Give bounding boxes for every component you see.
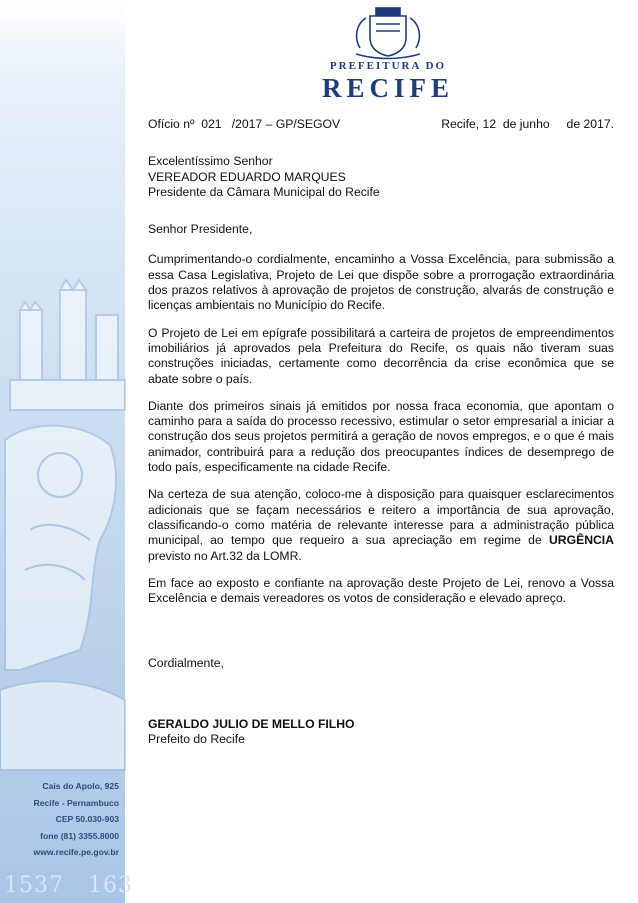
paragraph-text: previsto no Art.32 da LOMR. [148, 548, 302, 563]
paragraph: O Projeto de Lei em epígrafe possibilitará a carteira de projetos de empreendimentos imobiliários já aprovados pela Prefeitura do Recife, os quais não tiveram suas construções iniciadas, certamente como decorrência da crise econômica que se abate sobre o país. [148, 325, 614, 386]
address-line: CEP 50.030-903 [55, 814, 119, 824]
brand-prefeitura: PREFEITURA DO [329, 60, 447, 72]
address-line: fone (81) 3355.8000 [40, 830, 119, 841]
address-line: www.recife.pe.gov.br [33, 847, 119, 857]
urgency-term: URGÊNCIA [548, 533, 614, 548]
founding-years [4, 873, 157, 898]
office-number: Ofício nº 021 /2017 – GP/SEGOV [148, 117, 341, 131]
paragraph-urgency [148, 487, 614, 563]
paragraph: Diante dos primeiros sinais já emitidos por nossa fraca economia, que apontam o caminho para a saída do processo recessivo, estimular o setor empresarial a iniciar a construção dos seus projetos permitirá a geração de novos empregos, e o que é mais animador, contribuirá para a redução dos preocupantes índices de desemprego de todo país, especificamente na cidade Recife. [148, 398, 614, 475]
paragraph: Cumprimentando-o cordialmente, encaminho a Vossa Excelência, para submissão a essa Casa Legislativa, Projeto de Lei que dispõe sobre a prorrogação extraordinária dos prazos relativos à aprovação de projetos de construção, alvarás de construção e licenças ambientais no Município do Recife. [148, 252, 614, 313]
sidebar-address [34, 778, 119, 861]
letter-date: Recife, 12 de junho de 2017. [441, 117, 614, 131]
year-left: 1537 [4, 873, 64, 898]
lion-coat-of-arms-watermark [0, 270, 125, 770]
prefeitura-logo [318, 4, 458, 110]
coat-of-arms-icon [318, 4, 458, 60]
addressee-salutation: Excelentíssimo Senhor [148, 154, 273, 169]
paragraph-text: Na certeza de sua atenção, coloco-me à disposição para quaisquer esclarecimentos adicionais que se façam necessários e reitero a importância de sua aprovação, classificando-o como matéria de relevante interesse para a administração pública municipal, ao tempo que requeiro a sua apreciação em regime de [148, 487, 614, 548]
address-line: Recife - Pernambuco [33, 797, 119, 808]
brand-recife: RECIFE [321, 73, 454, 103]
paragraph: Em face ao exposto e confiante na aprovação deste Projeto de Lei, renovo a Vossa Excelência e demais vereadores os votos de consideração e elevado apreço. [148, 575, 614, 606]
greeting: Senhor Presidente, [148, 222, 253, 237]
addressee-name: VEREADOR EDUARDO MARQUES [148, 169, 346, 184]
letter-body [148, 112, 614, 747]
signatory-name: GERALDO JULIO DE MELLO FILHO [148, 716, 355, 731]
address-line: Cais do Apolo, 925 [42, 781, 119, 791]
year-right: 163 [88, 873, 133, 898]
signatory-title: Prefeito do Recife [148, 732, 245, 747]
sidebar-watermark [0, 0, 133, 903]
addressee-role: Presidente da Câmara Municipal do Recife [148, 184, 380, 199]
reference-line [148, 117, 614, 132]
closing: Cordialmente, [148, 656, 224, 671]
